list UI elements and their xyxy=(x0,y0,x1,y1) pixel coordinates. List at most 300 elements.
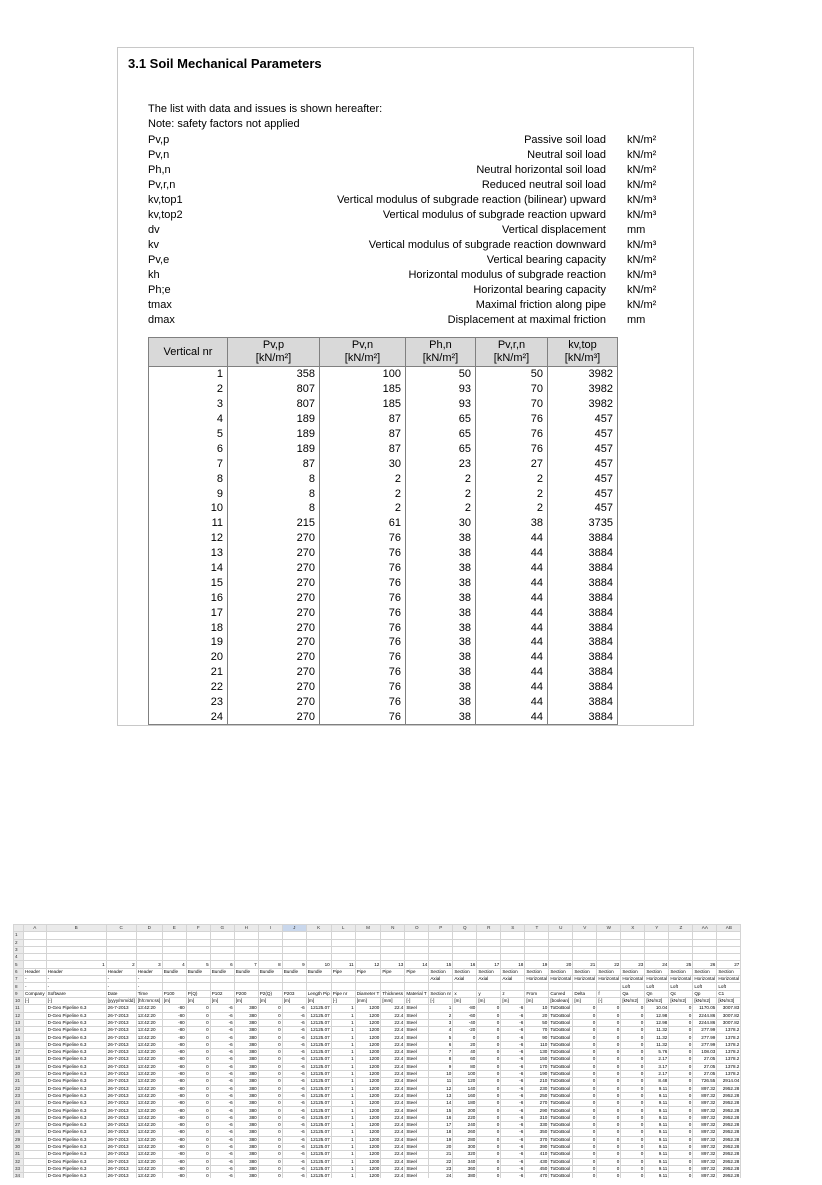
sheet-cell[interactable]: 0 xyxy=(186,1173,210,1178)
column-header[interactable]: F xyxy=(186,925,210,932)
sheet-cell[interactable]: 13:42:20 xyxy=(136,1034,162,1041)
sheet-cell[interactable]: -6 xyxy=(501,1114,525,1121)
sheet-cell[interactable]: 0 xyxy=(258,1027,282,1034)
select-all-corner[interactable] xyxy=(14,925,24,932)
sheet-cell[interactable]: 26-7-2013 xyxy=(106,1143,136,1150)
sheet-cell[interactable]: Pipe nr xyxy=(331,990,355,997)
sheet-cell[interactable] xyxy=(405,932,429,939)
sheet-cell[interactable]: 26-7-2013 xyxy=(106,1114,136,1121)
sheet-cell[interactable]: -6 xyxy=(501,1165,525,1172)
sheet-cell[interactable] xyxy=(453,983,477,990)
sheet-cell[interactable]: Time xyxy=(136,990,162,997)
sheet-cell[interactable]: -6 xyxy=(210,1122,234,1129)
sheet-cell[interactable]: 0 xyxy=(597,1173,621,1178)
sheet-cell[interactable]: -6 xyxy=(282,1158,306,1165)
sheet-cell[interactable]: 380 xyxy=(234,1158,258,1165)
sheet-cell[interactable] xyxy=(669,939,693,946)
sheet-cell[interactable]: 0 xyxy=(597,1158,621,1165)
sheet-cell[interactable]: 1 xyxy=(331,1019,355,1026)
sheet-cell[interactable] xyxy=(597,954,621,961)
sheet-cell[interactable]: 0 xyxy=(258,1078,282,1085)
sheet-cell[interactable]: D-Geo Pipeline 6.3 xyxy=(46,1027,106,1034)
sheet-cell[interactable]: 330 xyxy=(525,1122,549,1129)
sheet-cell[interactable]: -6 xyxy=(501,1056,525,1063)
sheet-cell[interactable]: 1378.2 xyxy=(717,1056,741,1063)
sheet-cell[interactable] xyxy=(186,954,210,961)
sheet-cell[interactable]: ToDoBool xyxy=(549,1100,573,1107)
sheet-cell[interactable]: 22.4 xyxy=(381,1107,405,1114)
sheet-cell[interactable]: 2952.28 xyxy=(717,1143,741,1150)
sheet-cell[interactable]: 260 xyxy=(453,1129,477,1136)
sheet-cell[interactable]: 0 xyxy=(186,1005,210,1012)
sheet-cell[interactable]: 1 xyxy=(331,1092,355,1099)
sheet-cell[interactable]: P100 xyxy=(162,990,186,997)
sheet-cell[interactable]: [m] xyxy=(477,997,501,1004)
sheet-cell[interactable]: - xyxy=(24,976,47,983)
sheet-cell[interactable]: 0 xyxy=(186,1085,210,1092)
row-header[interactable]: 22 xyxy=(14,1085,24,1092)
sheet-cell[interactable]: -6 xyxy=(501,1078,525,1085)
sheet-cell[interactable]: -6 xyxy=(210,1085,234,1092)
sheet-cell[interactable]: Steel xyxy=(405,1114,429,1121)
sheet-cell[interactable]: 12125.07 xyxy=(306,1056,331,1063)
sheet-cell[interactable]: 5.76 xyxy=(645,1049,669,1056)
sheet-cell[interactable]: 0 xyxy=(573,1092,597,1099)
sheet-cell[interactable] xyxy=(405,939,429,946)
sheet-cell[interactable]: -6 xyxy=(501,1122,525,1129)
sheet-cell[interactable]: 2 xyxy=(106,961,136,968)
sheet-cell[interactable]: Pipe xyxy=(355,968,381,975)
sheet-cell[interactable]: 380 xyxy=(234,1034,258,1041)
sheet-cell[interactable] xyxy=(24,946,47,953)
sheet-cell[interactable] xyxy=(717,939,741,946)
sheet-cell[interactable]: D-Geo Pipeline 6.3 xyxy=(46,1063,106,1070)
sheet-cell[interactable] xyxy=(429,932,453,939)
sheet-cell[interactable]: 0 xyxy=(186,1027,210,1034)
sheet-cell[interactable]: 26-7-2013 xyxy=(106,1165,136,1172)
sheet-cell[interactable]: Loft xyxy=(717,983,741,990)
sheet-cell[interactable]: 1200 xyxy=(355,1173,381,1178)
sheet-cell[interactable]: 12.98 xyxy=(645,1012,669,1019)
sheet-cell[interactable]: -6 xyxy=(282,1129,306,1136)
sheet-cell[interactable]: 60 xyxy=(453,1056,477,1063)
sheet-cell[interactable] xyxy=(24,1041,47,1048)
sheet-cell[interactable]: 12125.07 xyxy=(306,1173,331,1178)
sheet-cell[interactable]: 0 xyxy=(258,1151,282,1158)
sheet-cell[interactable]: Steel xyxy=(405,1165,429,1172)
sheet-cell[interactable]: 0 xyxy=(669,1114,693,1121)
sheet-cell[interactable]: 1200 xyxy=(355,1151,381,1158)
sheet-cell[interactable] xyxy=(597,983,621,990)
sheet-cell[interactable]: 0 xyxy=(621,1019,645,1026)
sheet-cell[interactable]: 380 xyxy=(234,1129,258,1136)
sheet-cell[interactable]: 2952.28 xyxy=(717,1092,741,1099)
sheet-cell[interactable]: 380 xyxy=(234,1136,258,1143)
sheet-cell[interactable]: 1200 xyxy=(355,1085,381,1092)
sheet-cell[interactable]: 0 xyxy=(621,1041,645,1048)
sheet-cell[interactable] xyxy=(24,1070,47,1077)
sheet-cell[interactable] xyxy=(331,976,355,983)
sheet-cell[interactable]: 0 xyxy=(669,1173,693,1178)
sheet-cell[interactable]: 13 xyxy=(429,1092,453,1099)
sheet-cell[interactable]: -6 xyxy=(210,1078,234,1085)
sheet-cell[interactable]: Steel xyxy=(405,1012,429,1019)
sheet-cell[interactable]: 200 xyxy=(453,1107,477,1114)
sheet-cell[interactable] xyxy=(306,939,331,946)
sheet-cell[interactable]: 4 xyxy=(429,1027,453,1034)
sheet-cell[interactable]: -6 xyxy=(282,1122,306,1129)
sheet-cell[interactable] xyxy=(501,954,525,961)
sheet-cell[interactable]: 110 xyxy=(525,1041,549,1048)
column-header[interactable]: AA xyxy=(693,925,717,932)
sheet-cell[interactable]: 0 xyxy=(573,1049,597,1056)
sheet-cell[interactable] xyxy=(669,954,693,961)
sheet-cell[interactable]: 370 xyxy=(525,1136,549,1143)
sheet-cell[interactable]: -6 xyxy=(501,1107,525,1114)
sheet-cell[interactable] xyxy=(306,954,331,961)
sheet-cell[interactable]: 13:42:20 xyxy=(136,1158,162,1165)
sheet-cell[interactable]: [m] xyxy=(210,997,234,1004)
sheet-cell[interactable]: -80 xyxy=(162,1143,186,1150)
sheet-cell[interactable]: Bundle xyxy=(162,968,186,975)
sheet-cell[interactable]: 190 xyxy=(525,1070,549,1077)
sheet-cell[interactable]: 20 xyxy=(453,1041,477,1048)
sheet-cell[interactable]: 0 xyxy=(669,1012,693,1019)
sheet-cell[interactable]: 22.4 xyxy=(381,1165,405,1172)
sheet-cell[interactable]: Loft xyxy=(621,983,645,990)
sheet-cell[interactable]: 0 xyxy=(669,1056,693,1063)
sheet-cell[interactable] xyxy=(24,1165,47,1172)
sheet-cell[interactable]: 12.98 xyxy=(645,1019,669,1026)
sheet-cell[interactable]: D-Geo Pipeline 6.3 xyxy=(46,1005,106,1012)
sheet-cell[interactable]: 26-7-2013 xyxy=(106,1136,136,1143)
sheet-cell[interactable] xyxy=(106,932,136,939)
sheet-cell[interactable]: 12 xyxy=(355,961,381,968)
row-header[interactable]: 2 xyxy=(14,939,24,946)
sheet-cell[interactable] xyxy=(24,1027,47,1034)
sheet-cell[interactable]: Horizontal xyxy=(718,976,740,982)
sheet-cell[interactable]: 1 xyxy=(331,1041,355,1048)
sheet-cell[interactable]: 9.11 xyxy=(645,1107,669,1114)
column-header[interactable]: H xyxy=(234,925,258,932)
sheet-cell[interactable] xyxy=(405,946,429,953)
sheet-cell[interactable]: Section xyxy=(645,968,669,975)
sheet-cell[interactable]: -6 xyxy=(282,1012,306,1019)
sheet-cell[interactable]: 2 xyxy=(429,1012,453,1019)
sheet-cell[interactable] xyxy=(24,1158,47,1165)
sheet-cell[interactable]: 1170.05 xyxy=(693,1005,717,1012)
sheet-cell[interactable]: 0 xyxy=(573,1070,597,1077)
sheet-cell[interactable]: -80 xyxy=(162,1114,186,1121)
sheet-cell[interactable]: 0 xyxy=(573,1136,597,1143)
sheet-cell[interactable]: 0 xyxy=(186,1122,210,1129)
sheet-cell[interactable]: 13:42:20 xyxy=(136,1063,162,1070)
sheet-cell[interactable]: 0 xyxy=(258,1070,282,1077)
sheet-cell[interactable] xyxy=(331,946,355,953)
sheet-cell[interactable]: 380 xyxy=(234,1041,258,1048)
sheet-cell[interactable] xyxy=(621,939,645,946)
sheet-cell[interactable]: 2952.28 xyxy=(717,1136,741,1143)
sheet-cell[interactable]: -6 xyxy=(282,1173,306,1178)
sheet-cell[interactable]: From xyxy=(525,990,549,997)
sheet-cell[interactable]: 0 xyxy=(573,1114,597,1121)
sheet-cell[interactable]: 22.4 xyxy=(381,1151,405,1158)
sheet-cell[interactable]: 2.17 xyxy=(645,1070,669,1077)
sheet-cell[interactable]: 22.4 xyxy=(381,1027,405,1034)
sheet-cell[interactable] xyxy=(477,932,501,939)
sheet-cell[interactable]: 0 xyxy=(597,1165,621,1172)
sheet-cell[interactable] xyxy=(136,946,162,953)
sheet-cell[interactable]: 0 xyxy=(258,1049,282,1056)
sheet-cell[interactable] xyxy=(186,976,210,983)
sheet-cell[interactable]: 0 xyxy=(597,1129,621,1136)
row-header[interactable]: 27 xyxy=(14,1122,24,1129)
sheet-cell[interactable]: - xyxy=(136,976,162,983)
sheet-cell[interactable]: 0 xyxy=(597,1092,621,1099)
sheet-cell[interactable]: 11 xyxy=(429,1078,453,1085)
sheet-cell[interactable]: [m] xyxy=(186,997,210,1004)
sheet-cell[interactable]: 340 xyxy=(453,1158,477,1165)
sheet-cell[interactable]: 0 xyxy=(186,1034,210,1041)
sheet-cell[interactable]: 380 xyxy=(234,1027,258,1034)
sheet-cell[interactable]: -6 xyxy=(210,1019,234,1026)
sheet-cell[interactable] xyxy=(355,976,381,983)
sheet-cell[interactable]: Steel xyxy=(405,1005,429,1012)
sheet-cell[interactable]: D-Geo Pipeline 6.3 xyxy=(46,1165,106,1172)
sheet-cell[interactable]: 897.32 xyxy=(693,1151,717,1158)
sheet-cell[interactable]: 380 xyxy=(234,1092,258,1099)
sheet-cell[interactable]: 897.32 xyxy=(693,1100,717,1107)
column-header[interactable]: W xyxy=(597,925,621,932)
sheet-cell[interactable]: 0 xyxy=(573,1041,597,1048)
sheet-cell[interactable] xyxy=(549,932,573,939)
sheet-cell[interactable] xyxy=(46,939,106,946)
sheet-cell[interactable]: [m] xyxy=(453,997,477,1004)
sheet-cell[interactable] xyxy=(24,1151,47,1158)
sheet-cell[interactable]: 70 xyxy=(525,1027,549,1034)
sheet-cell[interactable]: P(Q) xyxy=(186,990,210,997)
sheet-cell[interactable]: ToDoBool xyxy=(549,1070,573,1077)
sheet-cell[interactable]: 0 xyxy=(669,1143,693,1150)
sheet-cell[interactable] xyxy=(597,946,621,953)
sheet-cell[interactable]: -80 xyxy=(162,1056,186,1063)
sheet-cell[interactable]: Steel xyxy=(405,1085,429,1092)
sheet-cell[interactable]: D-Geo Pipeline 6.3 xyxy=(46,1092,106,1099)
sheet-cell[interactable]: 0 xyxy=(186,1143,210,1150)
sheet-cell[interactable] xyxy=(645,954,669,961)
sheet-cell[interactable]: 16 xyxy=(453,961,477,968)
sheet-cell[interactable]: Steel xyxy=(405,1056,429,1063)
sheet-cell[interactable]: 0 xyxy=(477,1129,501,1136)
row-header[interactable]: 3 xyxy=(14,946,24,953)
sheet-cell[interactable]: 11.32 xyxy=(645,1034,669,1041)
sheet-cell[interactable]: 1200 xyxy=(355,1027,381,1034)
sheet-cell[interactable]: Axial xyxy=(429,976,453,983)
sheet-cell[interactable]: 10 xyxy=(525,1005,549,1012)
sheet-cell[interactable]: Steel xyxy=(405,1027,429,1034)
column-header[interactable]: K xyxy=(306,925,331,932)
sheet-cell[interactable]: [kN/m3] xyxy=(717,997,741,1004)
sheet-cell[interactable] xyxy=(24,954,47,961)
sheet-cell[interactable]: 897.32 xyxy=(693,1107,717,1114)
sheet-cell[interactable] xyxy=(306,983,331,990)
sheet-cell[interactable]: 360 xyxy=(453,1165,477,1172)
sheet-cell[interactable]: 0 xyxy=(258,1005,282,1012)
row-header[interactable]: 34 xyxy=(14,1173,24,1178)
column-header[interactable]: R xyxy=(477,925,501,932)
sheet-cell[interactable]: [mm] xyxy=(355,997,381,1004)
sheet-cell[interactable]: 897.32 xyxy=(693,1143,717,1150)
sheet-cell[interactable]: 1 xyxy=(331,1012,355,1019)
sheet-cell[interactable]: Diameter T xyxy=(356,990,380,996)
sheet-cell[interactable]: 9.11 xyxy=(645,1129,669,1136)
sheet-cell[interactable]: 26-7-2013 xyxy=(106,1129,136,1136)
sheet-cell[interactable]: 11 xyxy=(331,961,355,968)
row-header[interactable]: 23 xyxy=(14,1092,24,1099)
sheet-cell[interactable]: Horizontal xyxy=(622,976,644,982)
sheet-cell[interactable]: 0 xyxy=(621,1070,645,1077)
sheet-cell[interactable]: 3 xyxy=(136,961,162,968)
sheet-cell[interactable]: [mm] xyxy=(381,997,405,1004)
sheet-cell[interactable]: 0 xyxy=(597,1041,621,1048)
sheet-cell[interactable] xyxy=(525,983,549,990)
sheet-cell[interactable]: D-Geo Pipeline 6.3 xyxy=(46,1019,106,1026)
sheet-cell[interactable]: ToDoBool xyxy=(549,1092,573,1099)
sheet-cell[interactable]: -6 xyxy=(210,1173,234,1178)
sheet-cell[interactable]: D-Geo Pipeline 6.3 xyxy=(46,1136,106,1143)
sheet-cell[interactable] xyxy=(331,954,355,961)
sheet-cell[interactable]: -80 xyxy=(162,1173,186,1178)
sheet-cell[interactable]: 6 xyxy=(210,961,234,968)
row-header[interactable]: 15 xyxy=(14,1034,24,1041)
sheet-cell[interactable]: Date xyxy=(106,990,136,997)
sheet-cell[interactable]: 0 xyxy=(573,1019,597,1026)
sheet-cell[interactable]: Bundle xyxy=(258,968,282,975)
sheet-cell[interactable]: 1378.2 xyxy=(717,1063,741,1070)
sheet-cell[interactable]: 19 xyxy=(525,961,549,968)
sheet-cell[interactable]: 380 xyxy=(234,1151,258,1158)
sheet-cell[interactable]: -80 xyxy=(162,1019,186,1026)
sheet-cell[interactable]: [m] xyxy=(282,997,306,1004)
sheet-cell[interactable]: 14 xyxy=(405,961,429,968)
sheet-cell[interactable] xyxy=(645,932,669,939)
sheet-cell[interactable]: 0 xyxy=(573,1005,597,1012)
row-header[interactable]: 17 xyxy=(14,1049,24,1056)
sheet-cell[interactable]: Horizontal xyxy=(670,976,692,982)
sheet-cell[interactable] xyxy=(429,946,453,953)
sheet-cell[interactable]: 0 xyxy=(597,1114,621,1121)
sheet-cell[interactable]: - xyxy=(106,983,136,990)
sheet-cell[interactable] xyxy=(405,983,429,990)
sheet-cell[interactable]: 140 xyxy=(453,1085,477,1092)
row-header[interactable]: 4 xyxy=(14,954,24,961)
sheet-cell[interactable]: 0 xyxy=(477,1063,501,1070)
sheet-cell[interactable]: 450 xyxy=(525,1165,549,1172)
sheet-cell[interactable]: 380 xyxy=(234,1078,258,1085)
sheet-cell[interactable]: 13:42:20 xyxy=(136,1019,162,1026)
row-header[interactable]: 33 xyxy=(14,1165,24,1172)
sheet-cell[interactable]: 20 xyxy=(549,961,573,968)
sheet-cell[interactable]: 9 xyxy=(429,1063,453,1070)
sheet-cell[interactable] xyxy=(210,932,234,939)
row-header[interactable]: 1 xyxy=(14,932,24,939)
sheet-cell[interactable]: 0 xyxy=(258,1173,282,1178)
sheet-cell[interactable]: 27.05 xyxy=(693,1063,717,1070)
sheet-cell[interactable]: -80 xyxy=(162,1012,186,1019)
sheet-cell[interactable]: 0 xyxy=(573,1078,597,1085)
sheet-cell[interactable]: 2952.28 xyxy=(717,1158,741,1165)
sheet-cell[interactable]: 11.32 xyxy=(645,1041,669,1048)
sheet-cell[interactable]: 9.11 xyxy=(645,1158,669,1165)
sheet-cell[interactable]: -6 xyxy=(282,1027,306,1034)
sheet-cell[interactable]: - xyxy=(106,976,136,983)
sheet-cell[interactable]: 9.11 xyxy=(645,1165,669,1172)
sheet-cell[interactable]: -6 xyxy=(501,1100,525,1107)
sheet-cell[interactable]: 0 xyxy=(477,1078,501,1085)
row-header[interactable]: 8 xyxy=(14,983,24,990)
sheet-cell[interactable]: Section nr xyxy=(430,990,452,996)
row-header[interactable]: 10 xyxy=(14,997,24,1004)
sheet-cell[interactable] xyxy=(549,983,573,990)
sheet-cell[interactable]: 0 xyxy=(477,1049,501,1056)
sheet-cell[interactable]: 13:42:20 xyxy=(136,1085,162,1092)
sheet-cell[interactable]: 100 xyxy=(453,1070,477,1077)
sheet-cell[interactable]: 897.32 xyxy=(693,1136,717,1143)
sheet-cell[interactable]: Section xyxy=(717,968,741,975)
column-header[interactable]: G xyxy=(210,925,234,932)
sheet-cell[interactable] xyxy=(549,939,573,946)
sheet-cell[interactable]: 0 xyxy=(621,1100,645,1107)
sheet-cell[interactable]: 0 xyxy=(186,1114,210,1121)
sheet-cell[interactable]: Length Pip xyxy=(307,990,330,996)
row-header[interactable]: 20 xyxy=(14,1070,24,1077)
sheet-cell[interactable]: 0 xyxy=(258,1129,282,1136)
sheet-cell[interactable]: 0 xyxy=(186,1158,210,1165)
sheet-cell[interactable]: 277.99 xyxy=(693,1041,717,1048)
sheet-cell[interactable]: Bundle xyxy=(306,968,331,975)
sheet-cell[interactable]: 1 xyxy=(331,1078,355,1085)
sheet-cell[interactable]: 0 xyxy=(573,1151,597,1158)
sheet-cell[interactable] xyxy=(24,1078,47,1085)
row-header[interactable]: 21 xyxy=(14,1078,24,1085)
sheet-cell[interactable]: 16 xyxy=(429,1114,453,1121)
sheet-cell[interactable] xyxy=(621,946,645,953)
sheet-cell[interactable]: 12125.07 xyxy=(306,1158,331,1165)
column-header[interactable]: M xyxy=(355,925,381,932)
sheet-cell[interactable] xyxy=(24,1005,47,1012)
sheet-cell[interactable]: 1200 xyxy=(355,1005,381,1012)
sheet-cell[interactable]: 22 xyxy=(429,1158,453,1165)
column-header[interactable]: S xyxy=(501,925,525,932)
sheet-cell[interactable]: Curved xyxy=(549,990,573,997)
sheet-cell[interactable]: 0 xyxy=(258,1056,282,1063)
sheet-cell[interactable]: [-] xyxy=(429,997,453,1004)
sheet-cell[interactable]: 0 xyxy=(597,1019,621,1026)
sheet-cell[interactable]: 0 xyxy=(477,1165,501,1172)
sheet-cell[interactable] xyxy=(477,954,501,961)
sheet-cell[interactable]: 0 xyxy=(258,1019,282,1026)
sheet-cell[interactable]: -6 xyxy=(282,1100,306,1107)
sheet-cell[interactable] xyxy=(717,946,741,953)
sheet-cell[interactable]: ToDoBool xyxy=(549,1136,573,1143)
sheet-cell[interactable] xyxy=(429,954,453,961)
sheet-cell[interactable]: 12125.07 xyxy=(306,1143,331,1150)
sheet-cell[interactable]: 277.99 xyxy=(693,1034,717,1041)
sheet-cell[interactable]: [-] xyxy=(24,997,47,1004)
sheet-cell[interactable]: 24 xyxy=(645,961,669,968)
sheet-cell[interactable]: 9.11 xyxy=(645,1100,669,1107)
sheet-cell[interactable]: -6 xyxy=(210,1063,234,1070)
